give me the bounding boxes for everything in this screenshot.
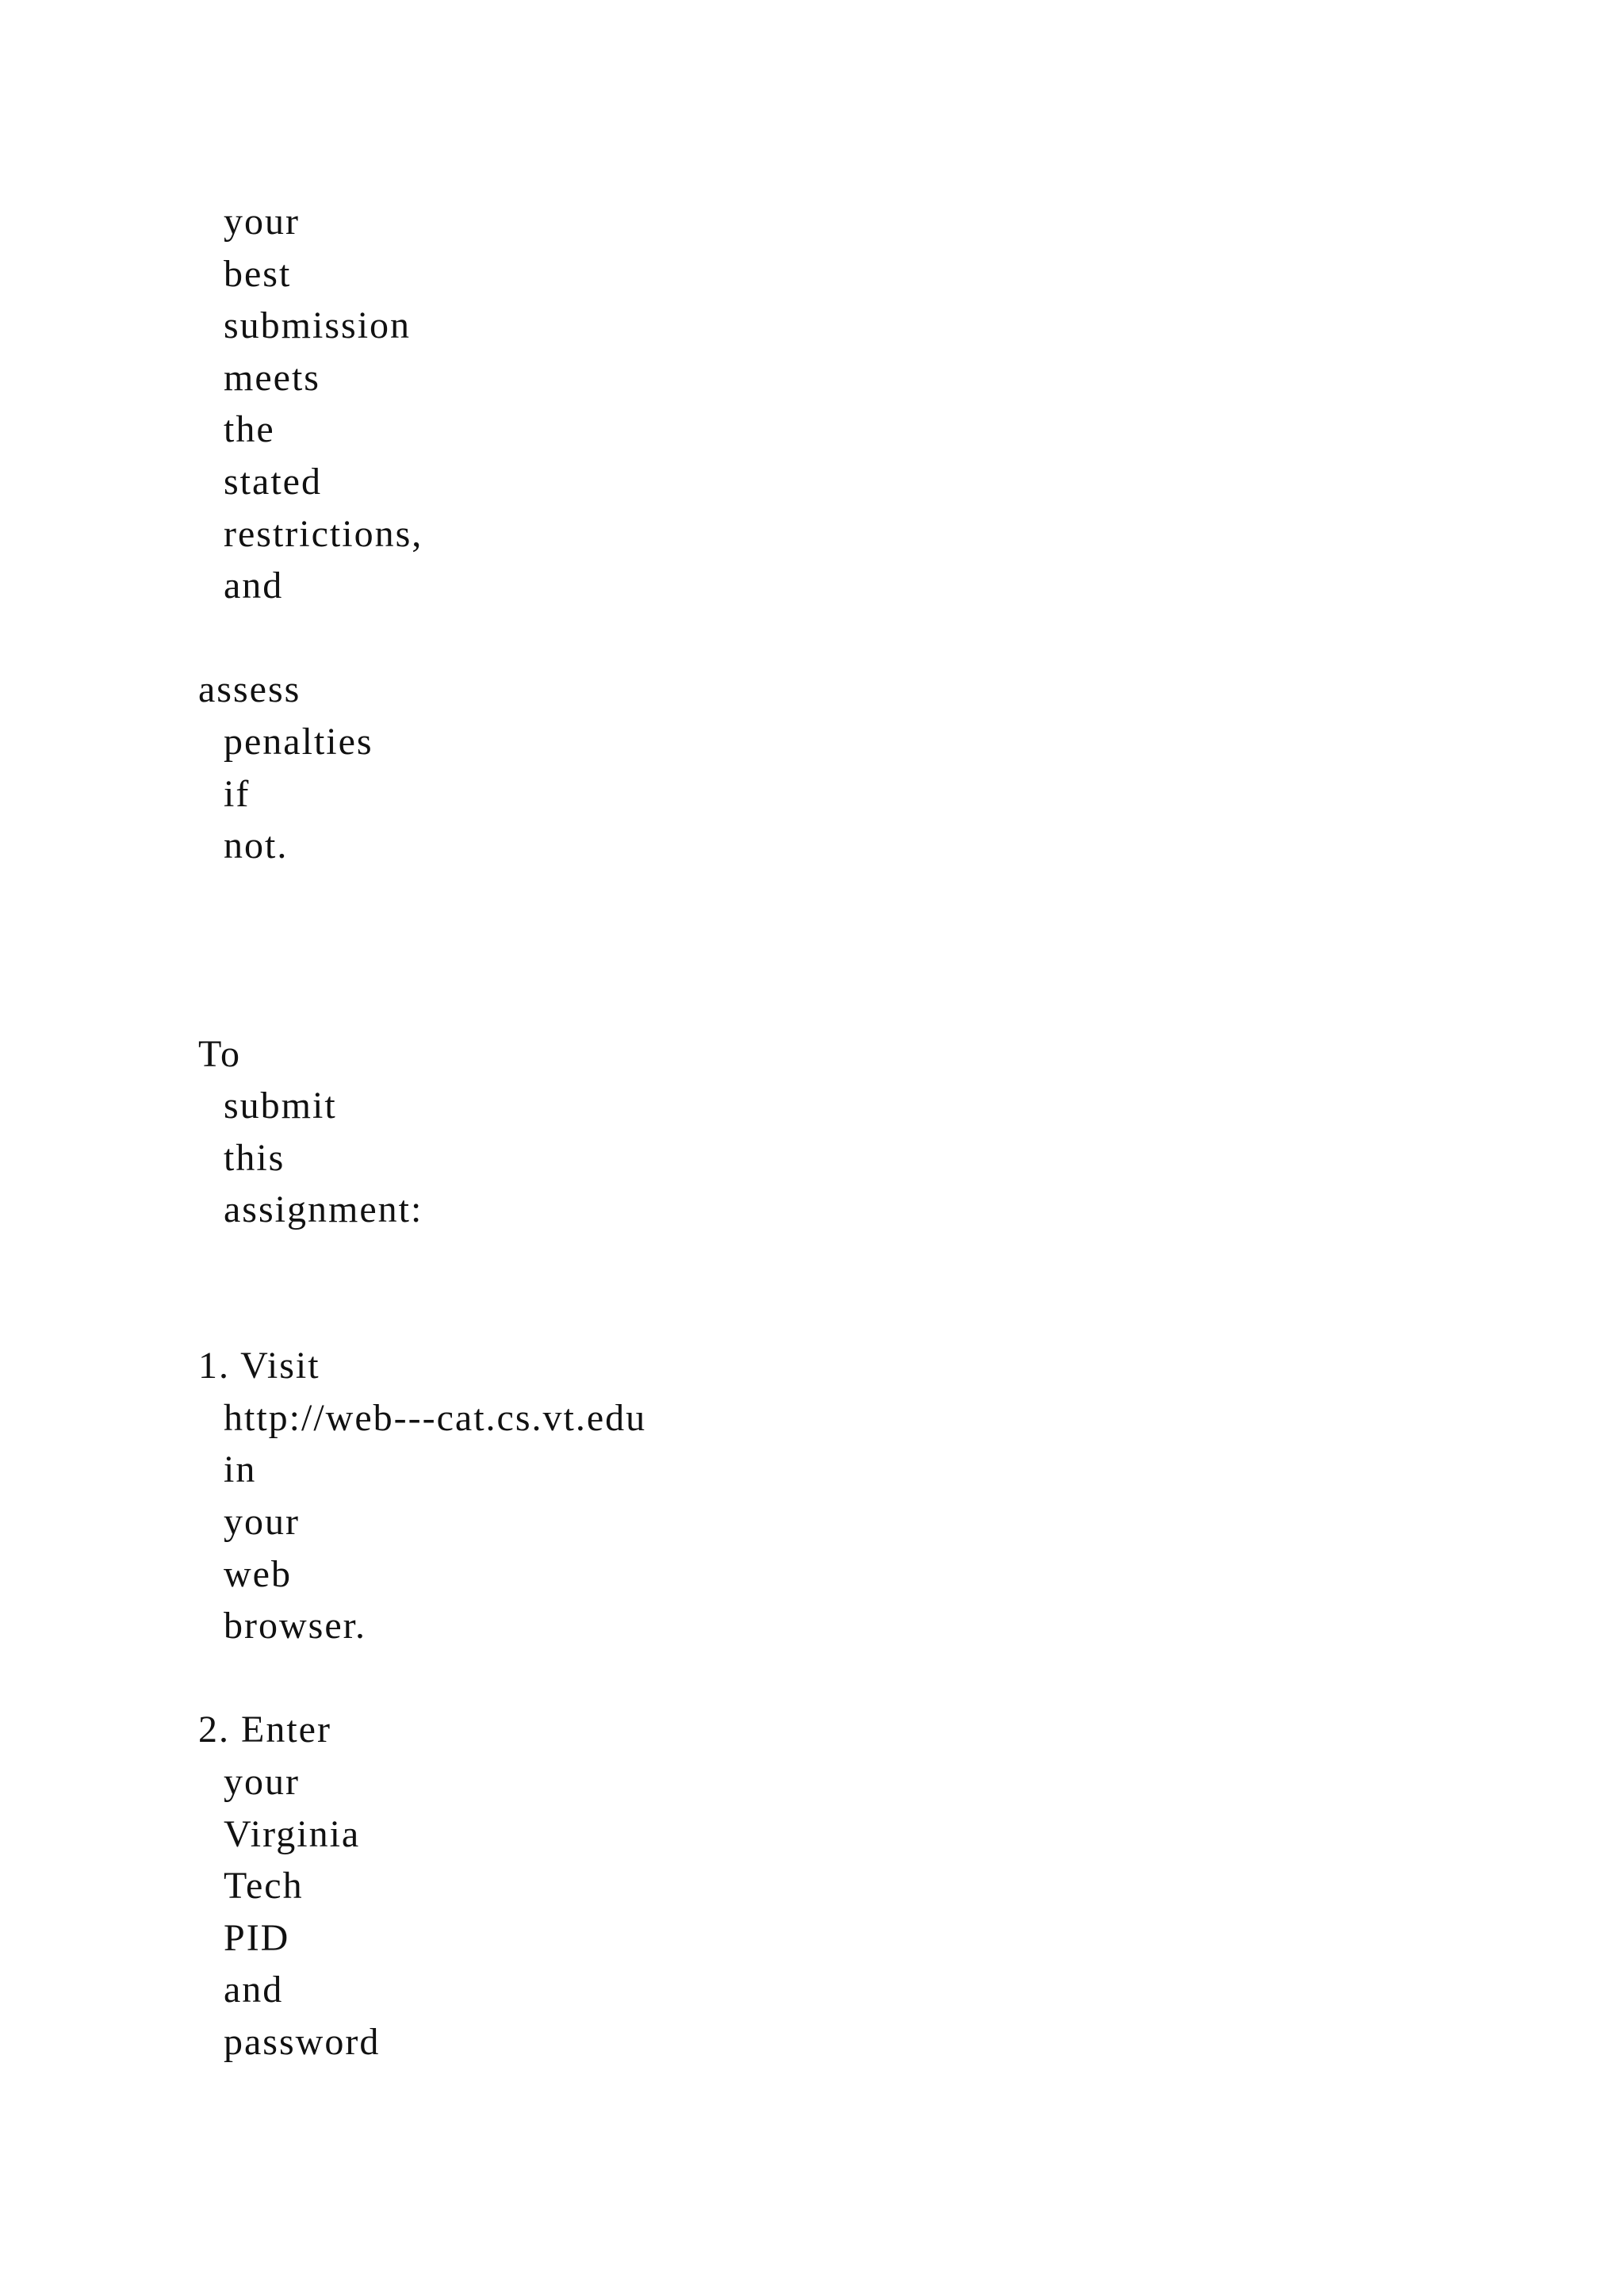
text-line: your bbox=[224, 1761, 300, 1803]
text-line: stated bbox=[224, 461, 322, 503]
text-line: 2. Enter bbox=[198, 1709, 331, 1751]
text-line: and bbox=[224, 1969, 284, 2011]
text-line: To bbox=[198, 1033, 241, 1075]
text-line: PID bbox=[224, 1917, 290, 1959]
text-line: 1. Visit bbox=[198, 1345, 320, 1387]
text-line: penalties bbox=[224, 721, 373, 763]
text-line: browser. bbox=[224, 1605, 366, 1647]
text-line: Virginia bbox=[224, 1813, 361, 1855]
text-line: your bbox=[224, 1501, 300, 1543]
text-line: assignment: bbox=[224, 1188, 423, 1230]
text-line: your bbox=[224, 201, 300, 243]
text-line: submission bbox=[224, 304, 412, 346]
text-line: the bbox=[224, 408, 275, 450]
text-line: best bbox=[224, 253, 292, 295]
text-line: this bbox=[224, 1137, 285, 1179]
text-line: and bbox=[224, 564, 284, 607]
text-line: assess bbox=[198, 668, 301, 710]
text-line: meets bbox=[224, 357, 320, 399]
text-line: submit bbox=[224, 1085, 337, 1127]
text-line: web bbox=[224, 1553, 292, 1595]
text-line: Tech bbox=[224, 1865, 304, 1907]
text-line: in bbox=[224, 1448, 257, 1490]
text-line: if bbox=[224, 773, 251, 815]
text-line: restrictions, bbox=[224, 513, 423, 555]
text-line: not. bbox=[224, 825, 289, 867]
text-line: http://web---cat.cs.vt.edu bbox=[224, 1397, 647, 1439]
text-line: password bbox=[224, 2021, 381, 2063]
